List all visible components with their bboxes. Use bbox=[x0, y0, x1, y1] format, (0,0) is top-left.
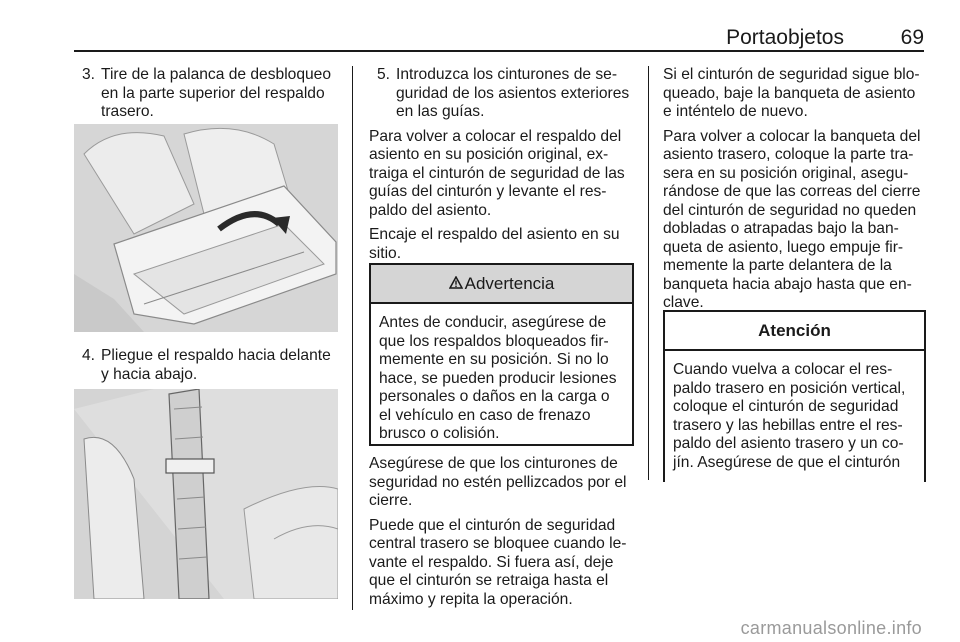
step-5-line: guridad de los asientos exteriores bbox=[396, 84, 630, 102]
step-3-line: en la parte superior del respaldo bbox=[101, 84, 325, 102]
column-3 bbox=[663, 66, 929, 313]
paragraph-belt-still-locked: Si el cinturón de seguridad sigue blo- queado, baje la banqueta de asiento e inténtelo de nuevo. bbox=[663, 66, 920, 120]
step-4 bbox=[74, 347, 344, 384]
step-3-line: Tire de la palanca de desbloqueo bbox=[101, 66, 332, 83]
rear-seat-release-illustration bbox=[74, 124, 338, 332]
column-divider-2 bbox=[648, 66, 649, 480]
paragraph-restore-cushion: Para volver a colocar la banqueta del asiento trasero, coloque la parte tra- sera en su posición original, asegu- rándose de que las correas del cierre del cinturón de seguridad no queden dobladas o atrapadas bajo la ban- queta de asiento, luego empuje fir- memente la parte delantera de la banqueta hacia abajo hasta que en- clave. bbox=[663, 127, 921, 311]
caution-box bbox=[663, 310, 926, 482]
paragraph-center-belt-lock: Puede que el cinturón de seguridad central trasero se bloquee cuando le- vante el respaldo. Si fuera así, deje que el cinturón se retraiga hasta el máximo y repita la operación. bbox=[369, 516, 627, 608]
column-1-lower bbox=[74, 347, 344, 384]
seat-belt-drawing bbox=[74, 389, 338, 599]
rear-seat-drawing bbox=[74, 124, 338, 332]
step-3 bbox=[74, 66, 344, 122]
step-5-line: Introduzca los cinturones de se- bbox=[396, 66, 618, 83]
paragraph-restore-backrest: Para volver a colocar el respaldo del asiento en su posición original, ex- traiga el cinturón de seguridad de las guías del cinturón y levante el res- paldo del asiento. bbox=[369, 127, 625, 219]
step-5 bbox=[369, 66, 635, 122]
step-4-line: y hacia abajo. bbox=[101, 365, 198, 383]
column-1 bbox=[74, 66, 344, 122]
step-3-number: 3. bbox=[82, 66, 96, 83]
step-5-line: en las guías. bbox=[396, 103, 485, 120]
caution-header bbox=[665, 312, 924, 351]
page-header-title: Portaobjetos bbox=[726, 26, 844, 49]
warning-body: Antes de conducir, asegúrese de que los respaldos bloqueados fir- memente en su posición. Si no lo hace, se pueden producir lesiones personales o daños en la carga o el vehículo en caso de frenazo brusco o colisión. bbox=[379, 314, 617, 442]
step-4-line: Pliegue el respaldo hacia delante bbox=[101, 347, 331, 364]
paragraph-engage-backrest: Encaje el respaldo del asiento en su sitio. bbox=[369, 226, 620, 262]
seat-belt-guide-illustration bbox=[74, 389, 338, 599]
warning-box bbox=[369, 263, 634, 446]
header-rule bbox=[74, 50, 924, 52]
caution-title: Atención bbox=[758, 320, 831, 340]
page-number: 69 bbox=[900, 26, 924, 49]
column-2 bbox=[369, 66, 635, 263]
warning-header bbox=[371, 265, 632, 304]
column-2-lower bbox=[369, 455, 635, 609]
caution-body: Cuando vuelva a colocar el res- paldo trasero en posición vertical, coloque el cinturón de seguridad trasero y las hebillas entre el res- paldo del asiento trasero y un co- jín. Asegúrese de que el cinturón bbox=[673, 361, 906, 471]
warning-triangle-icon bbox=[449, 274, 463, 294]
step-5-number: 5. bbox=[377, 66, 391, 83]
step-4-number: 4. bbox=[82, 347, 96, 364]
paragraph-belts-not-pinched: Asegúrese de que los cinturones de seguridad no estén pellizcados por el cierre. bbox=[369, 455, 627, 509]
step-3-line: trasero. bbox=[101, 103, 154, 120]
warning-title: Advertencia bbox=[464, 273, 555, 293]
column-divider-1 bbox=[352, 66, 353, 610]
watermark: carmanualsonline.info bbox=[740, 618, 922, 638]
